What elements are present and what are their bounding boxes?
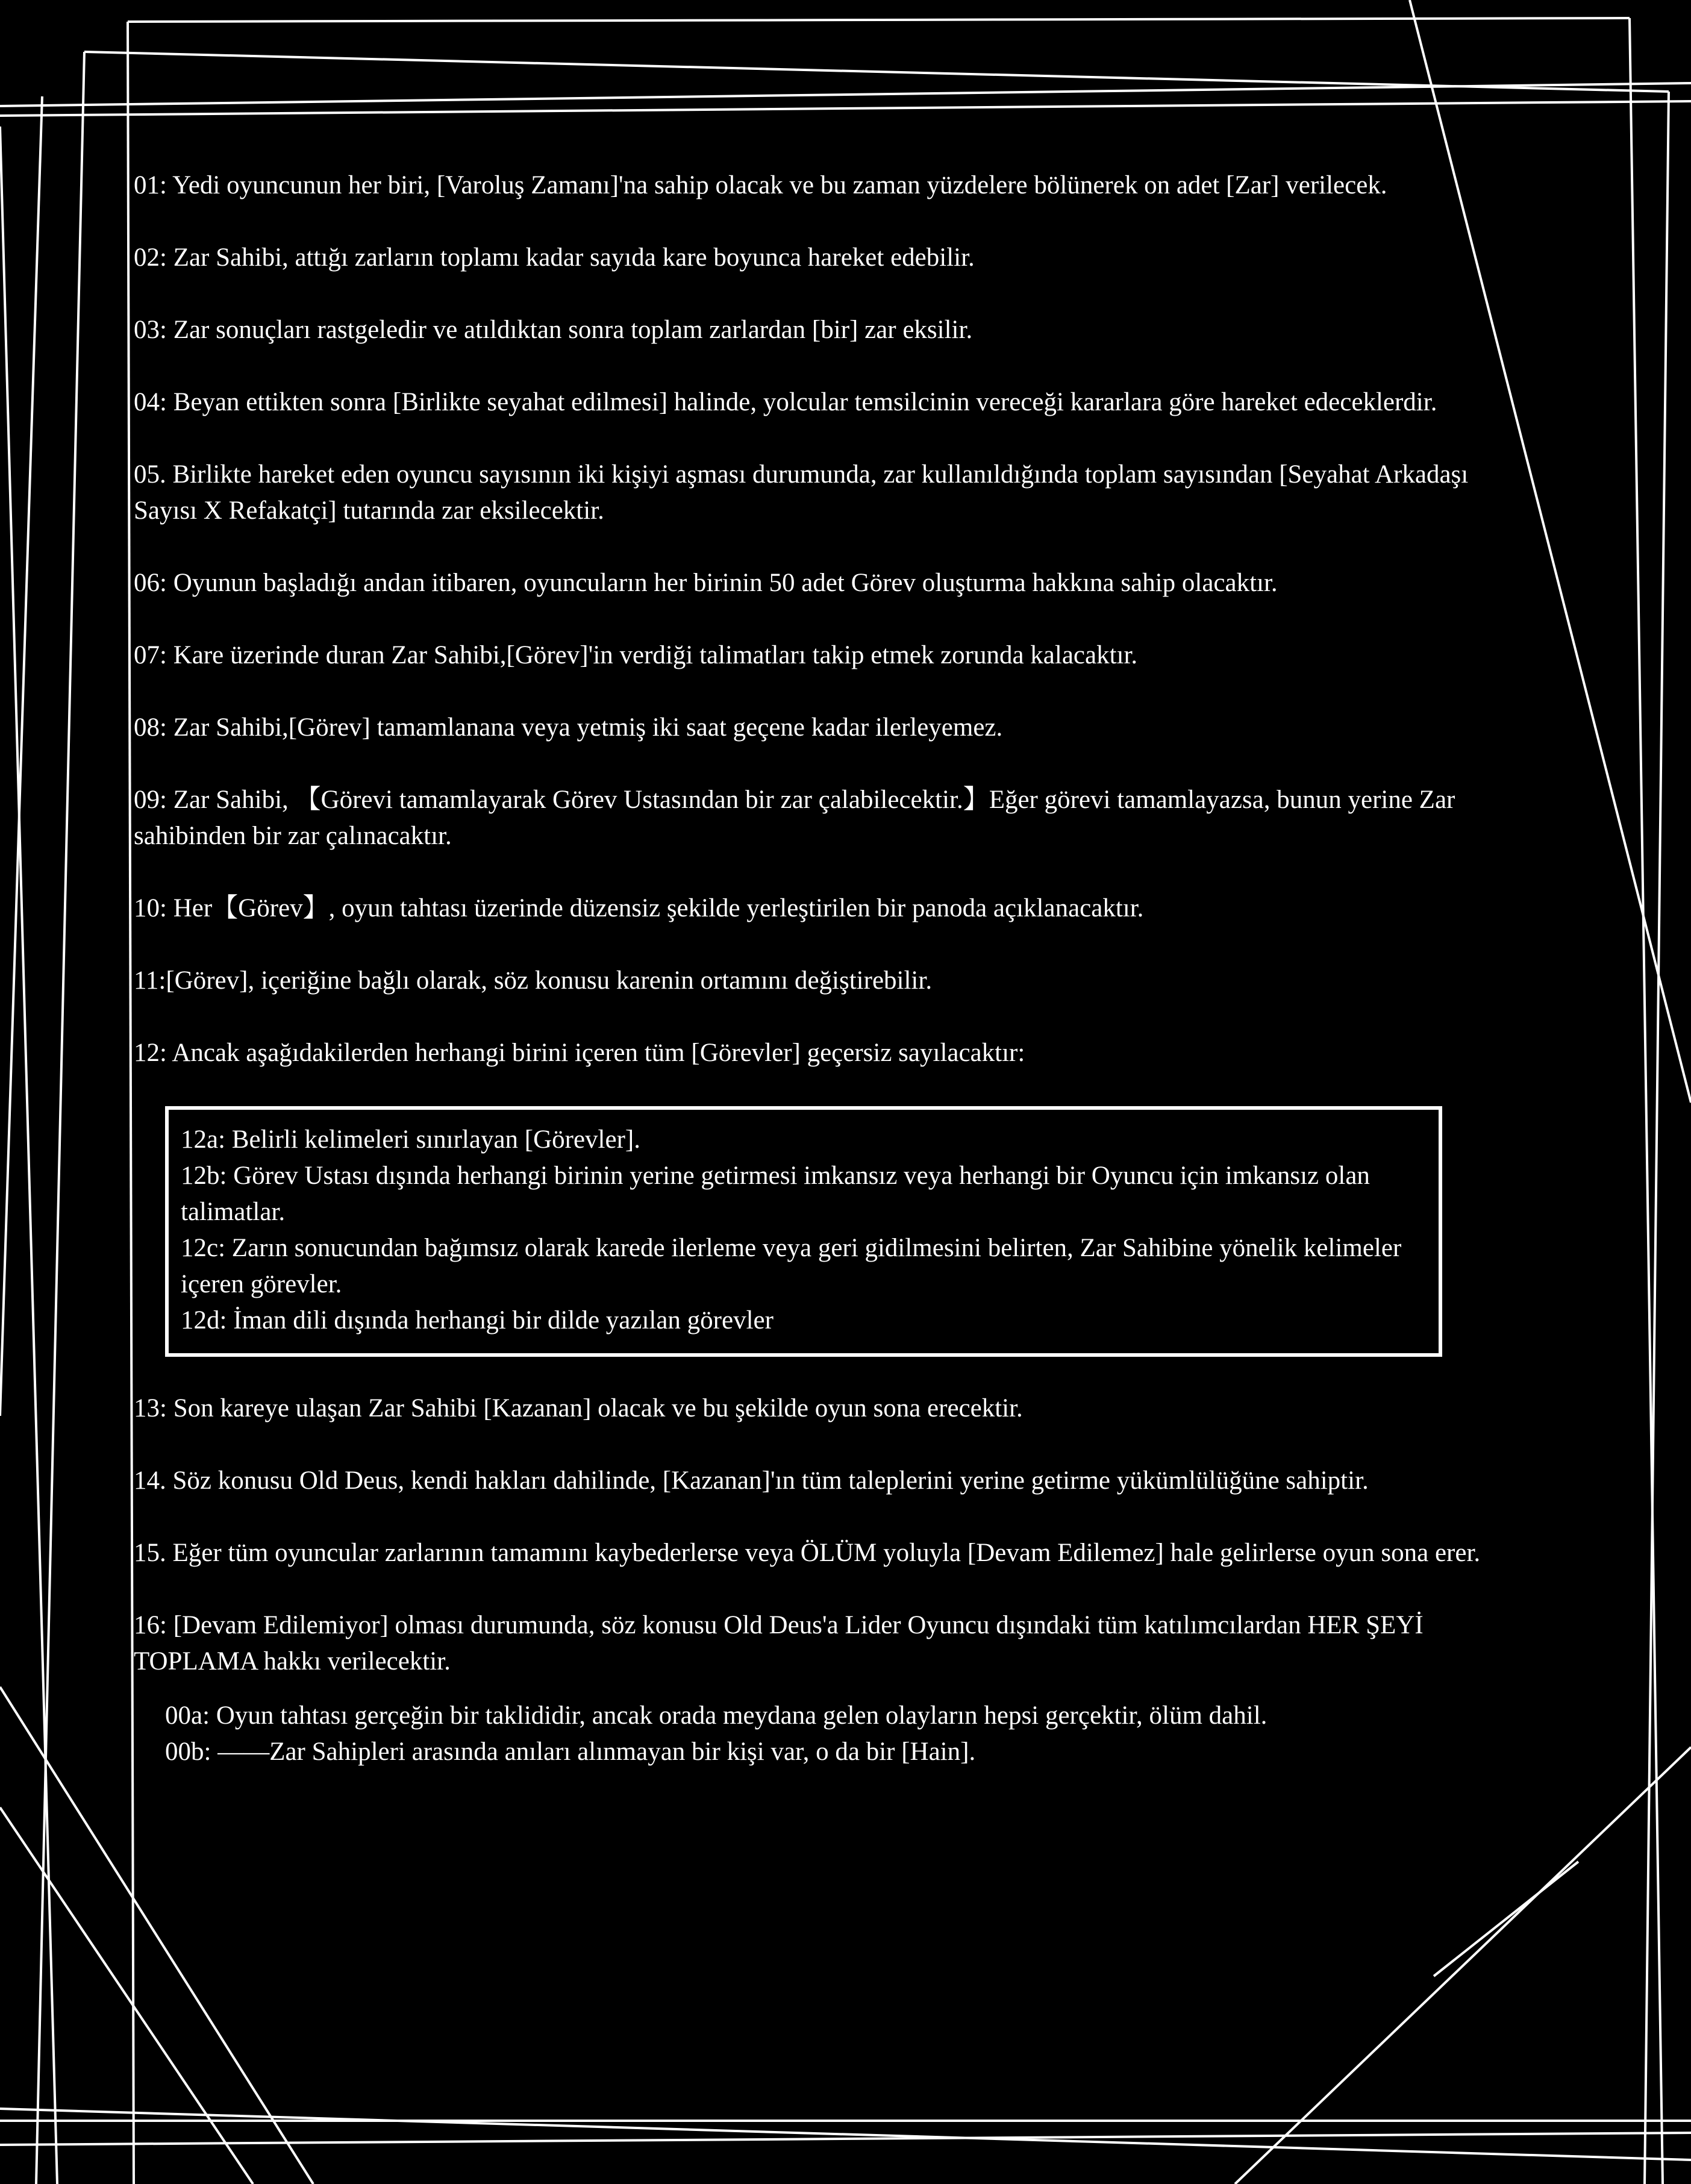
rule-16 xyxy=(134,1607,1489,1680)
rule-text: 11:[Görev], içeriğine bağlı olarak, söz konusu karenin ortamını değiştirebilir. xyxy=(134,966,933,995)
rule-text: 03: Zar sonuçları rastgeledir ve atıldıktan sonra toplam zarlardan [bir] zar eksilir. xyxy=(134,316,973,344)
rule-text: 08: Zar Sahibi,[Görev] tamamlanana veya yetmiş iki saat geçene kadar ilerleyemez. xyxy=(134,713,1003,742)
rule-05 xyxy=(134,457,1489,529)
rule-text: 15. Eğer tüm oyuncular zarlarının tamamını kaybederlerse veya ÖLÜM yoluyla [Devam Edilemez] hale gelirlerse oyun sona erer. xyxy=(134,1539,1481,1567)
rule-text: 01: Yedi oyuncunun her biri, [Varoluş Zamanı]'na sahip olacak ve bu zaman yüzdelere bölünerek on adet [Zar] verilecek. xyxy=(134,171,1387,199)
rule-01 xyxy=(134,167,1489,204)
rule-text: 05. Birlikte hareket eden oyuncu sayısının iki kişiyi aşması durumunda, zar kullanıldığında toplam sayısından [Seyahat Arkadaşı Sayısı X Refakatçi] tutarında zar eksilecektir. xyxy=(134,460,1469,525)
subrule-12c: 12c: Zarın sonucundan bağımsız olarak karede ilerleme veya geri gidilmesini belirten, Zar Sahibine yönelik kelimeler içeren görevler. xyxy=(181,1234,1402,1298)
frame-line xyxy=(84,52,1669,92)
frame-line xyxy=(36,52,84,2184)
rule-07 xyxy=(134,637,1489,674)
rule-text: 13: Son kareye ulaşan Zar Sahibi [Kazanan] olacak ve bu şekilde oyun sona erecektir. xyxy=(134,1394,1023,1422)
frame-line xyxy=(0,2133,1691,2145)
note-00a: 00a: Oyun tahtası gerçeğin bir taklididir, ancak orada meydana gelen olayların hepsi gerçektir, ölüm dahil. xyxy=(165,1701,1267,1730)
rule-03 xyxy=(134,312,1489,348)
frame-line xyxy=(128,22,134,2184)
rule-15 xyxy=(134,1535,1489,1571)
frame-line xyxy=(0,101,1691,116)
frame-line xyxy=(128,18,1630,22)
frame-line xyxy=(0,127,57,2184)
subrule-12b: 12b: Görev Ustası dışında herhangi birinin yerine getirmesi imkansız veya herhangi bir Oyuncu için imkansız olan talimatlar. xyxy=(181,1162,1370,1226)
rule-text: 12: Ancak aşağıdakilerden herhangi birini içeren tüm [Görevler] geçersiz sayılacaktır: xyxy=(134,1039,1025,1067)
rule-13 xyxy=(134,1391,1489,1427)
rule-04 xyxy=(134,384,1489,421)
frame-line xyxy=(1645,92,1669,2184)
frame-line xyxy=(0,83,1691,106)
rule-text: 10: Her【Görev】, oyun tahtası üzerinde düzensiz şekilde yerleştirilen bir panoda açıklanacaktır. xyxy=(134,894,1144,922)
rule-text: 09: Zar Sahibi, 【Görevi tamamlayarak Görev Ustasından bir zar çalabilecektir.】Eğer görevi tamamlayazsa, bunun yerine Zar sahibinden bir zar çalınacaktır. xyxy=(134,786,1455,850)
subrule-12d: 12d: İman dili dışında herhangi bir dilde yazılan görevler xyxy=(181,1306,774,1334)
frame-line xyxy=(1235,1747,1691,2184)
frame-line xyxy=(1434,1862,1578,1976)
subrule-12a: 12a: Belirli kelimeleri sınırlayan [Görevler]. xyxy=(181,1125,640,1154)
rule-09 xyxy=(134,782,1489,854)
rules-document xyxy=(134,167,1489,1770)
frame-line xyxy=(0,1807,253,2184)
rule-02 xyxy=(134,240,1489,276)
rule-14 xyxy=(134,1463,1489,1499)
rule-12 xyxy=(134,1035,1489,1071)
frame-line xyxy=(0,2109,1691,2160)
note-00b: 00b: ――Zar Sahipleri arasında anıları alınmayan bir kişi var, o da bir [Hain]. xyxy=(165,1738,976,1766)
rule-text: 02: Zar Sahibi, attığı zarların toplamı kadar sayıda kare boyunca hareket edebilir. xyxy=(134,243,975,272)
rule-text: 06: Oyunun başladığı andan itibaren, oyuncuların her birinin 50 adet Görev oluşturma hakkına sahip olacaktır. xyxy=(134,569,1278,597)
subrules-box xyxy=(165,1106,1442,1357)
rule-text: 07: Kare üzerinde duran Zar Sahibi,[Görev]'in verdiği talimatları takip etmek zorunda kalacaktır. xyxy=(134,641,1138,669)
notes-section xyxy=(165,1698,1489,1770)
rule-11 xyxy=(134,963,1489,999)
rule-06 xyxy=(134,565,1489,601)
rule-10 xyxy=(134,890,1489,927)
rule-text: 14. Söz konusu Old Deus, kendi hakları dahilinde, [Kazanan]'ın tüm taleplerini yerine getirme yükümlülüğüne sahiptir. xyxy=(134,1466,1369,1495)
frame-line xyxy=(1630,18,1663,2184)
rule-text: 16: [Devam Edilemiyor] olması durumunda, söz konusu Old Deus'a Lider Oyuncu dışındaki tüm katılımcılardan HER ŞEYİ TOPLAMA hakkı verilecektir. xyxy=(134,1611,1424,1676)
rule-text: 04: Beyan ettikten sonra [Birlikte seyahat edilmesi] halinde, yolcular temsilcinin vereceği kararlara göre hareket edeceklerdir. xyxy=(134,388,1437,416)
frame-line xyxy=(0,96,42,1416)
rule-08 xyxy=(134,710,1489,746)
